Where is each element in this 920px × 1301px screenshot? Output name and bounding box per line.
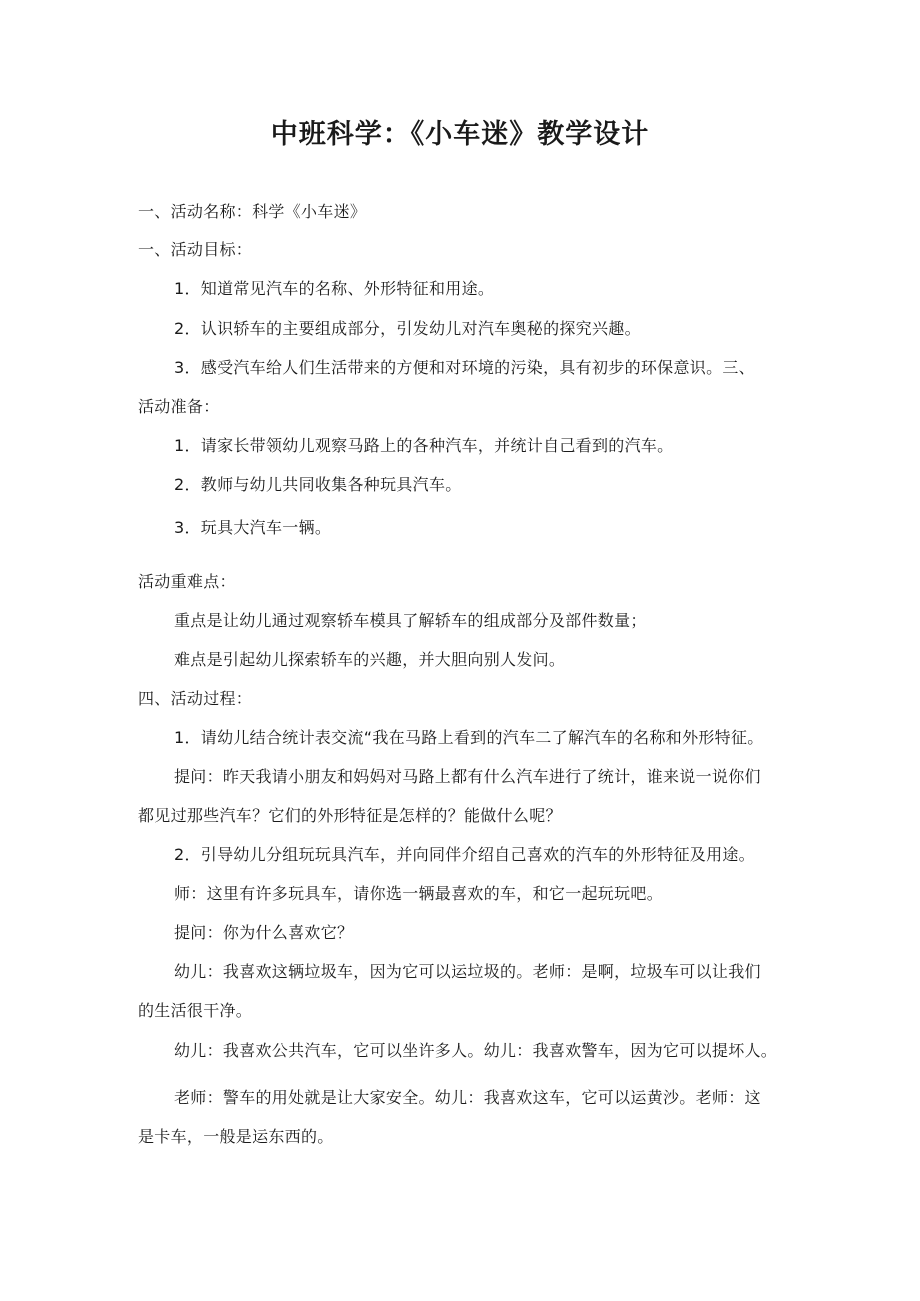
paragraph-line: 幼儿：我喜欢公共汽车，它可以坐许多人。幼儿：我喜欢警车，因为它可以提坏人。 bbox=[174, 1041, 778, 1060]
paragraph-line: 的生活很干净。 bbox=[138, 1001, 253, 1020]
section-heading-preparation: 活动准备： bbox=[138, 397, 220, 416]
goal-item-3: 3．感受汽车给人们生活带来的方便和对环境的污染，具有初步的环保意识。三、 bbox=[174, 358, 755, 377]
difficult-point: 难点是引起幼儿探索轿车的兴趣，并大胆向别人发问。 bbox=[174, 650, 566, 669]
prep-item-2: 2．教师与幼儿共同收集各种玩具汽车。 bbox=[174, 475, 462, 494]
paragraph-line: 都见过那些汽车？它们的外形特征是怎样的？能做什么呢？ bbox=[138, 806, 562, 825]
prep-item-3: 3．玩具大汽车一辆。 bbox=[174, 518, 332, 537]
process-step-2: 2．引导幼儿分组玩玩具汽车，并向同伴介绍自己喜欢的汽车的外形特征及用途。 bbox=[174, 845, 755, 864]
goal-item-1: 1．知道常见汽车的名称、外形特征和用途。 bbox=[174, 279, 495, 298]
document-title: 中班科学：《小车迷》教学设计 bbox=[270, 119, 650, 150]
section-heading-key-points: 活动重难点： bbox=[138, 572, 236, 591]
goal-item-2: 2．认识轿车的主要组成部分，引发幼儿对汽车奥秘的探究兴趣。 bbox=[174, 319, 641, 338]
paragraph-line: 老师：警车的用处就是让大家安全。幼儿：我喜欢这车，它可以运黄沙。老师：这 bbox=[174, 1088, 761, 1107]
paragraph-line: 提问：昨天我请小朋友和妈妈对马路上都有什么汽车进行了统计，谁来说一说你们 bbox=[174, 767, 761, 786]
prep-item-1: 1．请家长带领幼儿观察马路上的各种汽车，并统计自己看到的汽车。 bbox=[174, 436, 674, 455]
paragraph-line: 幼儿：我喜欢这辆垃圾车，因为它可以运垃圾的。老师：是啊，垃圾车可以让我们 bbox=[174, 962, 761, 981]
key-point: 重点是让幼儿通过观察轿车模具了解轿车的组成部分及部件数量； bbox=[174, 611, 647, 630]
section-heading-process: 四、活动过程： bbox=[138, 689, 253, 708]
process-step-1: 1．请幼儿结合统计表交流“我在马路上看到的汽车二了解汽车的名称和外形特征。 bbox=[174, 728, 764, 747]
activity-name: 一、活动名称：科学《小车迷》 bbox=[138, 202, 367, 221]
section-heading-goals: 一、活动目标： bbox=[138, 240, 253, 259]
paragraph-line: 是卡车，一般是运东西的。 bbox=[138, 1127, 334, 1146]
paragraph-line: 师：这里有许多玩具车，请你选一辆最喜欢的车，和它一起玩玩吧。 bbox=[174, 884, 664, 903]
paragraph-line: 提问：你为什么喜欢它？ bbox=[174, 923, 354, 942]
